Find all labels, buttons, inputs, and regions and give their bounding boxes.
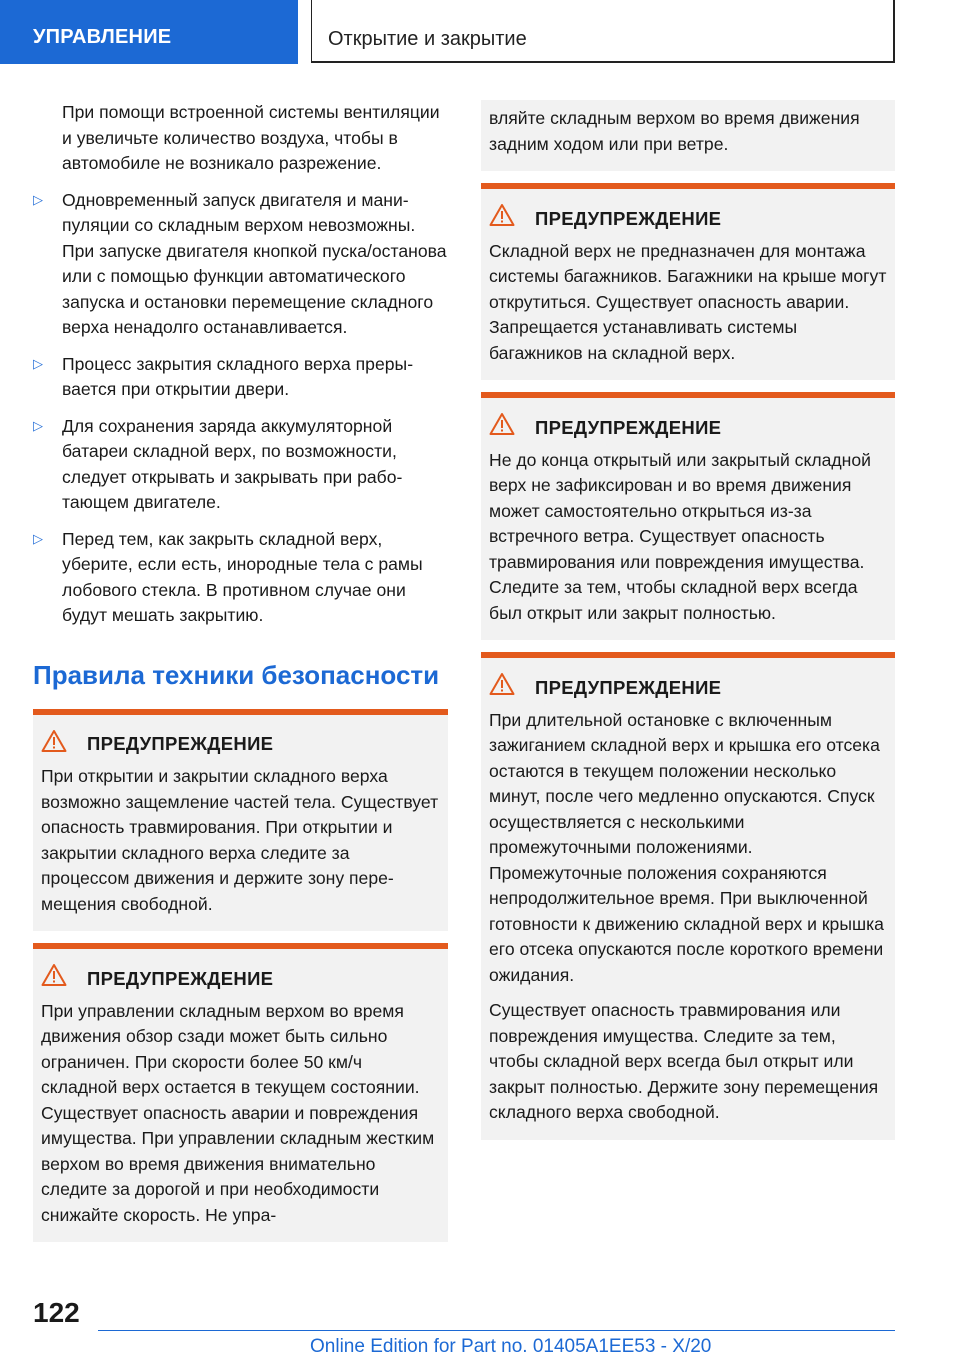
warning-box [481, 183, 895, 380]
warning-triangle-icon [489, 672, 517, 703]
page-number: 122 [33, 1297, 80, 1328]
warning-triangle-icon [489, 203, 517, 234]
header-section-label: УПРАВЛЕНИЕ [33, 26, 172, 48]
warning-text: Складной верх не предназначен для монтажа системы багажников. Багажники на крыше могут открутиться. Существует опасность аварии. Запрещается устанавливать системы багажников на складной верх. [489, 240, 887, 363]
footer-edition: Online Edition for Part no. 01405A1EE53 - X/20 [310, 1336, 712, 1357]
warning-title: ПРЕДУПРЕЖДЕНИЕ [87, 967, 274, 989]
intro-paragraph: При помощи встроенной системы вентиляции и увеличьте количество воздуха, чтобы в автомобиле не возникало разрежение. [62, 102, 440, 173]
section-title: Правила техники безопасности [33, 659, 440, 690]
list-item-text: Процесс закрытия складного верха прерывается при открытии двери. [62, 353, 414, 399]
list-item [33, 352, 448, 403]
right-column [481, 100, 895, 1140]
list-item [33, 527, 448, 629]
warning-header [489, 672, 887, 703]
left-column [33, 100, 448, 1242]
triangle-right-icon: ▷ [33, 355, 43, 371]
warning-title: ПРЕДУПРЕЖДЕНИЕ [535, 207, 722, 229]
warning-header [41, 963, 440, 994]
warning-header [41, 729, 440, 760]
list-item-text: Перед тем, как закрыть складной верх, уберите, если есть, инородные тела с рамы лобового стекла. В противном случае они будут мешать закрытию. [62, 528, 423, 625]
warning-box [481, 652, 895, 1140]
warning-title: ПРЕДУПРЕЖДЕНИЕ [535, 676, 722, 698]
warning-triangle-icon [41, 963, 69, 994]
warning-header [489, 412, 887, 443]
warning-box [33, 709, 448, 932]
header-chapter-label: Открытие и закрытие [328, 28, 527, 50]
warning-box [33, 943, 448, 1242]
triangle-right-icon: ▷ [33, 530, 43, 546]
warning-header [489, 203, 887, 234]
warning-text: При управлении складным верхом во время движения обзор сзади может быть сильно ограничен. При скорости более 50 км/ч складной верх остается в текущем состоянии. Существует опасность аварии и повреждения имущества. При управлении складным жестким верхом во время движения внимательно следите за дорогой и при необходимости снижайте скорость. Не упра- [41, 1000, 435, 1225]
footer-divider [98, 1330, 895, 1331]
list-item [33, 188, 448, 341]
warning-triangle-icon [489, 412, 517, 443]
warning-text: При открытии и закрытии складного верха возможно защемление частей тела. Существует опасность травмирования. При открытии и закрытии складного верха следите за процессом движения и держите зону перемещения свободной. [41, 766, 439, 914]
header-chapter-tab [311, 0, 895, 63]
warning-box [481, 392, 895, 640]
warning-continuation-text: вляйте складным верхом во время движения задним ходом или при ветре. [489, 108, 860, 154]
list-item-text: Одновременный запуск двигателя и манипуляции со складным верхом невозможны. При запуске двигателя кнопкой пуска/останова или с помощью функции автоматического запуска и остановки перемещение складного верха ненадолго останавливается. [62, 189, 447, 337]
header-section-tab [0, 0, 298, 64]
warning-text: Существует опасность травмирования или повреждения имущества. Следите за тем, чтобы складной верх всегда был открыт или закрыт полностью. Держите зону перемещения складного верха свободной. [489, 1000, 879, 1122]
warning-triangle-icon [41, 729, 69, 760]
warning-text: При длительной остановке с включенным зажиганием складной верх и крышка его отсека остаются в текущем положении несколько минут, после чего медленно опускаются. Спуск осуществляется с несколькими промежуточными положениями. Промежуточные положения сохраняются непродолжительное время. При выключенной готовности к движению складной верх и крышка его отсека опускаются после короткого времени ожидания. [489, 709, 884, 985]
list-item-text: Для сохранения заряда аккумуляторной батареи складной верх, по возможности, следует открывать и закрывать при работающем двигателе. [62, 415, 403, 512]
triangle-right-icon: ▷ [33, 417, 43, 433]
warning-title: ПРЕДУПРЕЖДЕНИЕ [87, 733, 274, 754]
warning-title: ПРЕДУПРЕЖДЕНИЕ [535, 416, 722, 438]
list-item [33, 414, 448, 516]
warning-text: Не до конца открытый или закрытый складной верх не зафиксирован и во время движения может самостоятельно открыться из-за встречного ветра. Существует опасность травмирования или повреждения имущества. Следите за тем, чтобы складной верх всегда был открыт или закрыт полностью. [489, 449, 872, 623]
warning-continuation-box [481, 100, 895, 171]
triangle-right-icon: ▷ [33, 191, 43, 207]
